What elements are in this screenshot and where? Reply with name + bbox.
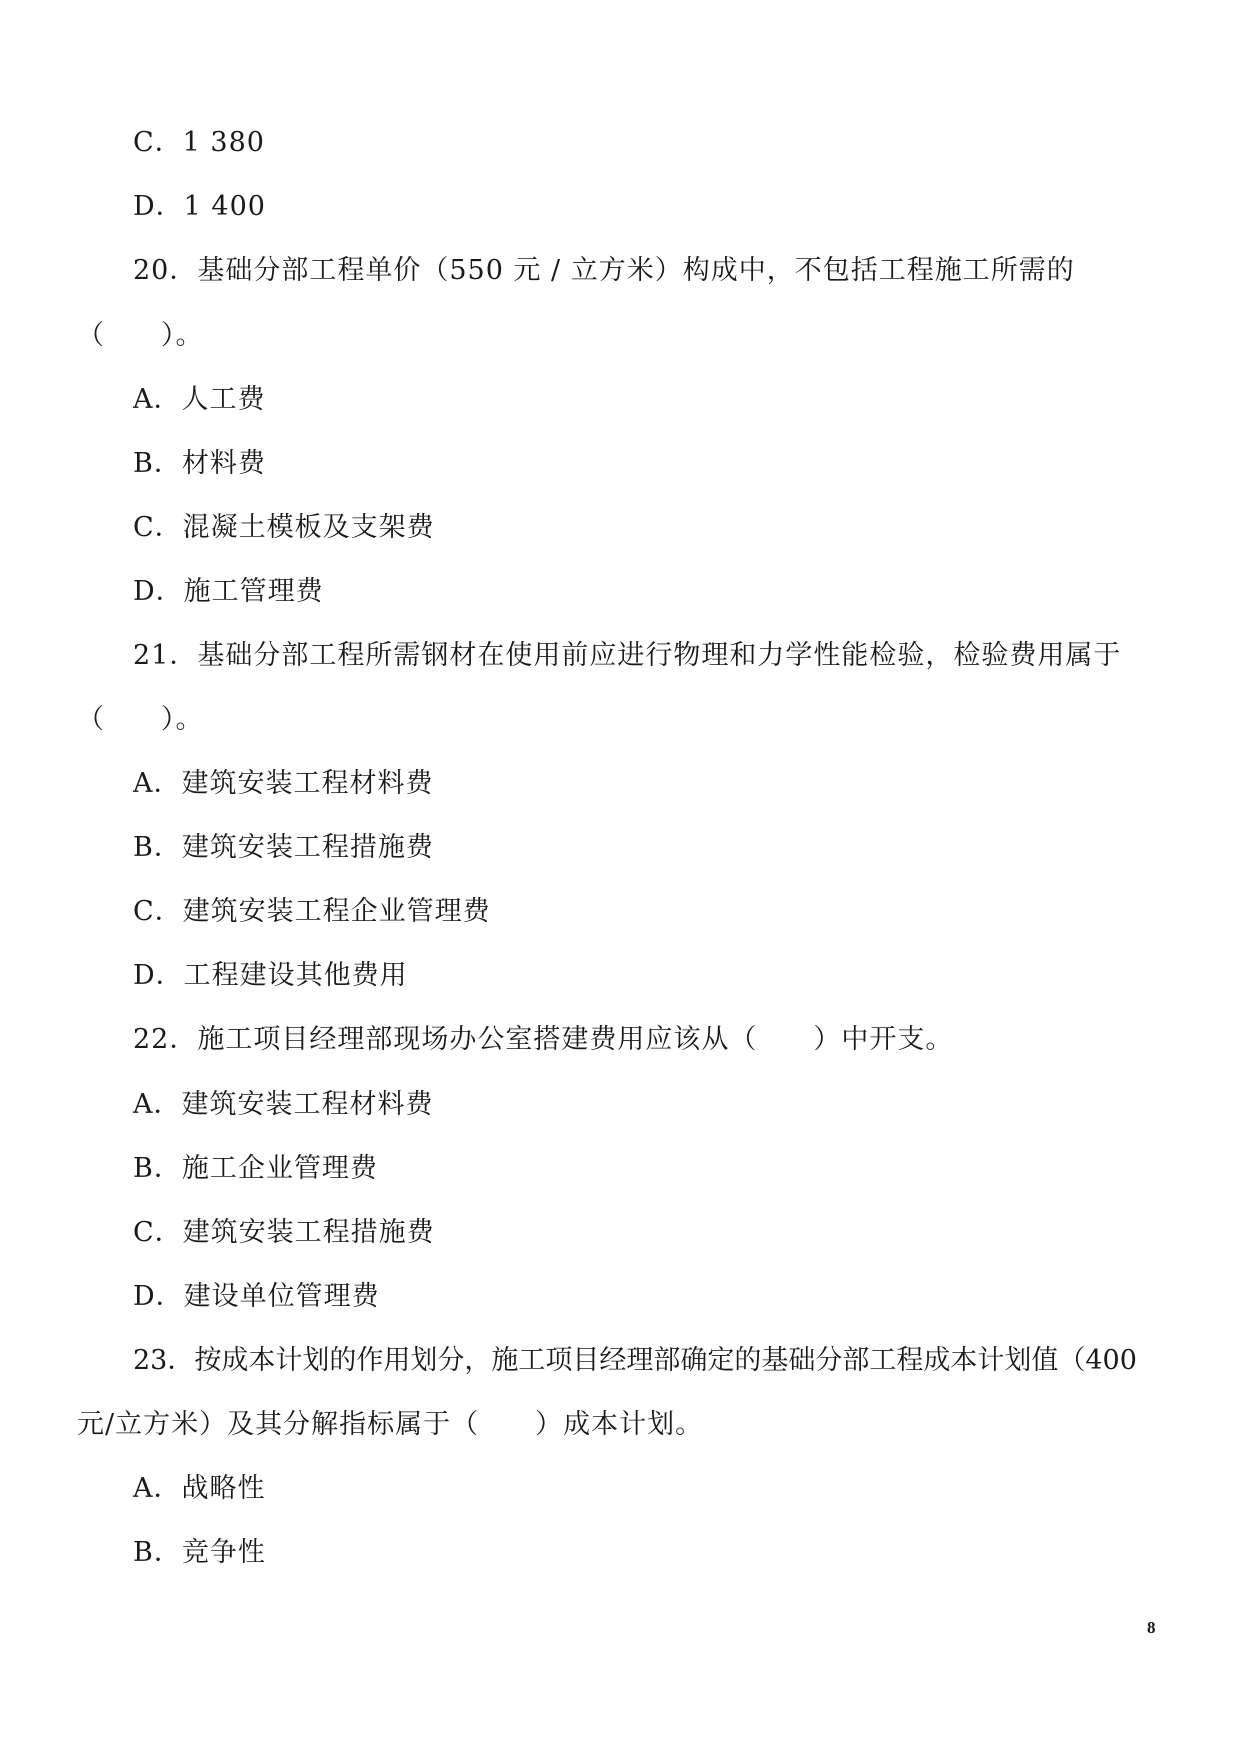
question-23-continuation: 元/立方米）及其分解指标属于（ ）成本计划。 <box>77 1409 704 1440</box>
option-22d: D．建设单位管理费 <box>133 1281 380 1312</box>
option-22b: B．施工企业管理费 <box>133 1153 378 1184</box>
question-22-text: 22．施工项目经理部现场办公室搭建费用应该从（ ）中开支。 <box>133 1024 954 1055</box>
question-21-blank: （ ）。 <box>77 704 204 735</box>
question-20-blank: （ ）。 <box>77 320 204 351</box>
option-23a: A．战略性 <box>133 1473 266 1504</box>
option-19d: D．1 400 <box>133 191 266 222</box>
option-21a: A．建筑安装工程材料费 <box>133 768 434 799</box>
page-number: 8 <box>1147 1618 1156 1637</box>
question-20-text: 20．基础分部工程单价（550 元 / 立方米）构成中，不包括工程施工所需的 <box>133 255 1075 286</box>
question-23-text: 23．按成本计划的作用划分，施工项目经理部确定的基础分部工程成本计划值（400 <box>133 1345 1137 1376</box>
option-23b: B．竞争性 <box>133 1537 266 1568</box>
option-21c: C．建筑安装工程企业管理费 <box>133 896 491 927</box>
question-21-text: 21．基础分部工程所需钢材在使用前应进行物理和力学性能检验，检验费用属于 <box>133 640 1122 671</box>
option-20b: B．材料费 <box>133 448 266 479</box>
option-20d: D．施工管理费 <box>133 576 324 607</box>
option-21d: D．工程建设其他费用 <box>133 960 408 991</box>
option-20a: A．人工费 <box>133 384 266 415</box>
option-20c: C．混凝土模板及支架费 <box>133 512 435 543</box>
option-21b: B．建筑安装工程措施费 <box>133 832 434 863</box>
option-22a: A．建筑安装工程材料费 <box>133 1089 434 1120</box>
option-19c: C．1 380 <box>133 127 265 158</box>
option-22c: C．建筑安装工程措施费 <box>133 1217 435 1248</box>
